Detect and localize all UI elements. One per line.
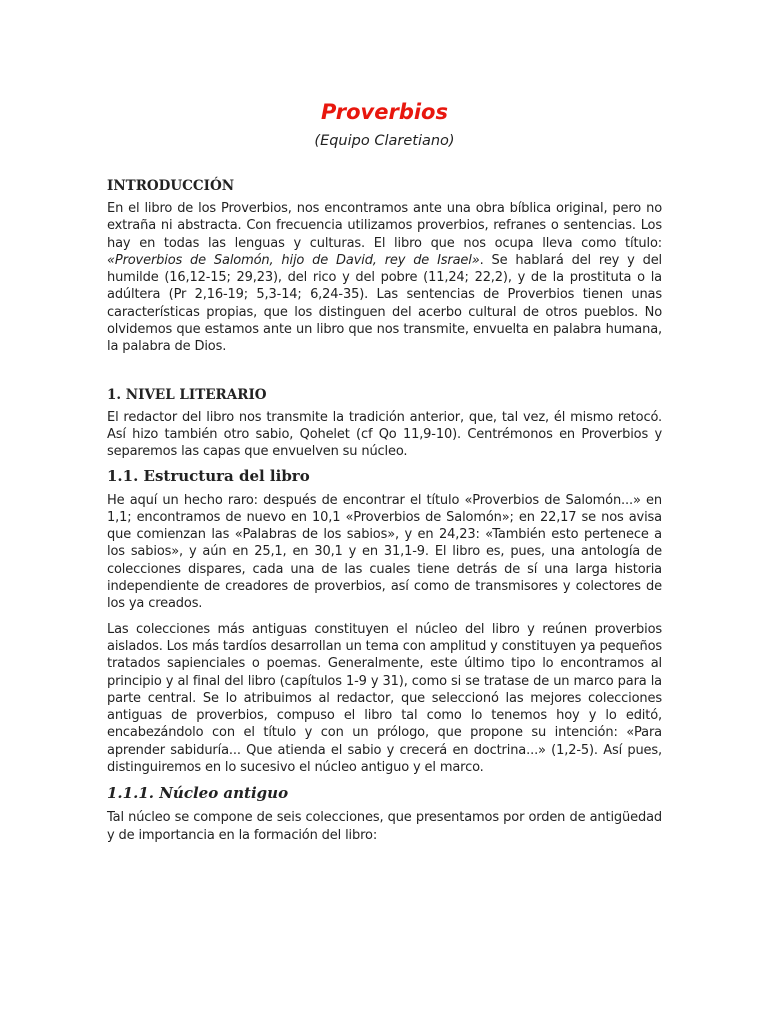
intro-text-part1: En el libro de los Proverbios, nos encontramos ante una obra bíblica original, pero no extraña ni abstracta. Con frecuencia utilizamos proverbios, refranes o sentencias. Los hay en todas las lenguas y culturas. El libro que nos ocupa lleva como título: — [107, 201, 662, 251]
document-subtitle: (Equipo Claretiano) — [314, 133, 455, 149]
document-title: Proverbios — [321, 100, 448, 124]
document-page — [107, 96, 662, 844]
intro-title-quote: «Proverbios de Salomón, hijo de David, rey de Israel» — [107, 252, 480, 268]
section1-1-paragraph1: He aquí un hecho raro: después de encontrar el título «Proverbios de Salomón...» en 1,1; encontramos de nuevo en 10,1 «Proverbios de Salomón»; en 22,17 se nos avisa que comienzan las «Palabras de los sabios», y en 24,23: «También esto pertenece a los sabios», y aún en 25,1, en 30,1 y en 31,1-9. El libro es, pues, una antología de colecciones dispares, cada una de las cuales tiene detrás de sí una larga historia independiente de creadores de proverbios, así como de transmisores y colectores de los ya creados. — [107, 492, 662, 612]
section1-1-heading: 1.1. Estructura del libro — [107, 466, 310, 485]
section1-1-1-heading: 1.1.1. Núcleo antiguo — [107, 784, 289, 803]
intro-text-part2: . Se hablará del rey y del humilde (16,12-15; 29,23), del rico y del pobre (11,24; 22,2), y de la prostituta o la adúltera (Pr 2,16-19; 5,3-14; 6,24-35). Las sentencias de Proverbios tienen unas características propias, que los distinguen del acerbo cultural de otros pueblos. No olvidemos que estamos ante un libro que nos transmite, envuelta en palabra humana, la palabra de Dios. — [107, 252, 663, 355]
section1-1-1-paragraph: Tal núcleo se compone de seis colecciones, que presentamos por orden de antigüedad y de importancia en la formación del libro: — [107, 810, 662, 843]
intro-heading: INTRODUCCIÓN — [107, 178, 235, 194]
section1-1-paragraph2: Las colecciones más antiguas constituyen el núcleo del libro y reúnen proverbios aislados. Los más tardíos desarrollan un tema con amplitud y constituyen ya pequeños tratados sapienciales o poemas. Generalmente, este último tipo lo encontramos al principio y al final del libro (capítulos 1-9 y 31), como si se tratase de un marco para la parte central. Se lo atribuimos al redactor, que seleccionó las mejores colecciones antiguas de proverbios, compuso el libro tal como lo tenemos hoy y lo editó, encabezándolo con el título y con un prólogo, que propone su intención: «Para aprender sabiduría... Que atienda el sabio y crecerá en doctrina...» (1,2-5). Así pues, distinguiremos en lo sucesivo el núcleo antiguo y el marco. — [107, 621, 662, 776]
section1-paragraph: El redactor del libro nos transmite la tradición anterior, que, tal vez, él mismo retocó. Así hizo también otro sabio, Qohelet (cf Qo 11,9-10). Centrémonos en Proverbios y separemos las capas que envuelven su núcleo. — [107, 409, 662, 460]
section1-heading: 1. NIVEL LITERARIO — [107, 386, 267, 403]
intro-paragraph — [107, 200, 662, 356]
